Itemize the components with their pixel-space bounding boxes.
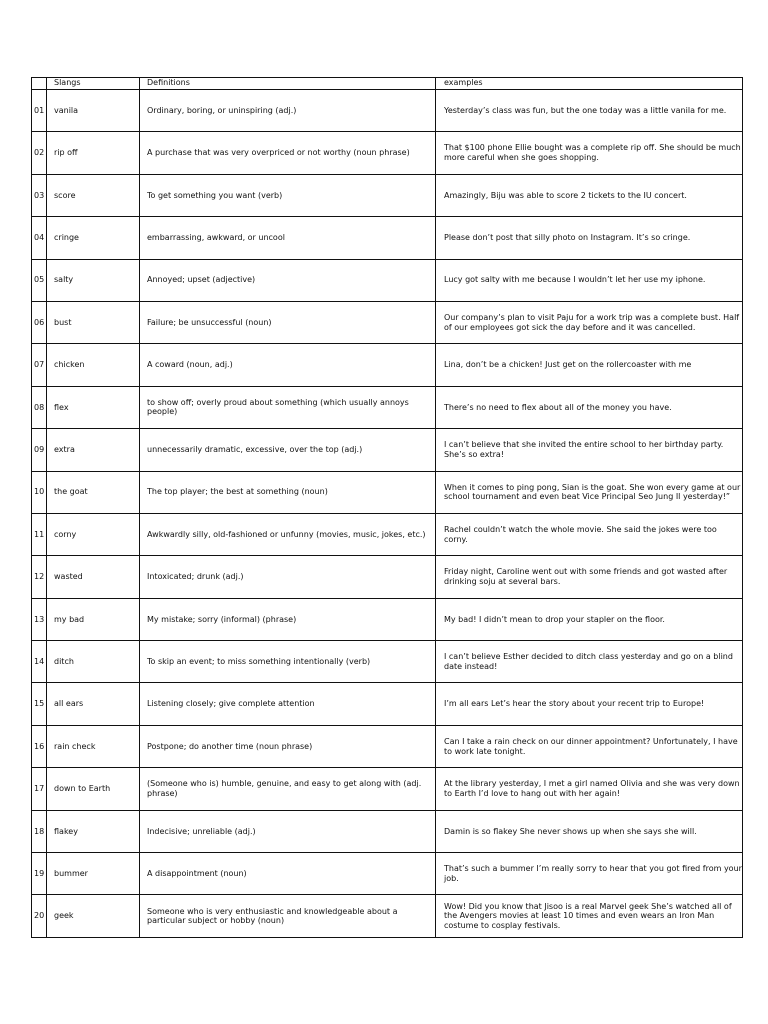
table-row <box>32 90 743 132</box>
slang-example: Our company’s plan to visit Paju for a work trip was a complete bust. Half of our employees got sick the day before and it was cancelled. <box>436 301 743 343</box>
slang-term: my bad <box>47 598 140 640</box>
slang-example: That’s such a bummer I’m really sorry to hear that you got fired from your job. <box>436 853 743 895</box>
slang-term: rip off <box>47 132 140 174</box>
slang-example: I can’t believe that she invited the entire school to her birthday party. She’s so extra! <box>436 429 743 471</box>
row-number: 20 <box>32 895 47 937</box>
slang-term: bust <box>47 301 140 343</box>
slang-example: Amazingly, Biju was able to score 2 tickets to the IU concert. <box>436 174 743 216</box>
slang-definition: Postpone; do another time (noun phrase) <box>140 725 436 767</box>
slang-term: the goat <box>47 471 140 513</box>
slang-example: Lucy got salty with me because I wouldn’t let her use my iphone. <box>436 259 743 301</box>
row-number: 18 <box>32 810 47 852</box>
row-number: 13 <box>32 598 47 640</box>
table-row <box>32 217 743 259</box>
row-number: 12 <box>32 556 47 598</box>
slang-definition: Annoyed; upset (adjective) <box>140 259 436 301</box>
slang-example: At the library yesterday, I met a girl named Olivia and she was very down to Earth I’d love to hang out with her again! <box>436 768 743 810</box>
slang-term: cringe <box>47 217 140 259</box>
row-number: 10 <box>32 471 47 513</box>
row-number: 14 <box>32 641 47 683</box>
table-row <box>32 641 743 683</box>
slang-term: geek <box>47 895 140 937</box>
slang-table-sheet <box>31 77 742 938</box>
slang-table <box>31 77 743 938</box>
slang-definition: Listening closely; give complete attention <box>140 683 436 725</box>
slang-definition: unnecessarily dramatic, excessive, over the top (adj.) <box>140 429 436 471</box>
row-number: 01 <box>32 90 47 132</box>
slang-example: Please don’t post that silly photo on Instagram. It’s so cringe. <box>436 217 743 259</box>
slang-definition: embarrassing, awkward, or uncool <box>140 217 436 259</box>
row-number: 08 <box>32 386 47 428</box>
table-row <box>32 768 743 810</box>
slang-example: Can I take a rain check on our dinner appointment? Unfortunately, I have to work late tonight. <box>436 725 743 767</box>
slang-definition: To skip an event; to miss something intentionally (verb) <box>140 641 436 683</box>
slang-term: extra <box>47 429 140 471</box>
row-number: 16 <box>32 725 47 767</box>
table-row <box>32 386 743 428</box>
slang-definition: Failure; be unsuccessful (noun) <box>140 301 436 343</box>
table-row <box>32 471 743 513</box>
slang-example: I’m all ears Let’s hear the story about your recent trip to Europe! <box>436 683 743 725</box>
slang-example: Wow! Did you know that Jisoo is a real Marvel geek She’s watched all of the Avengers movies at least 10 times and even wears an Iron Man costume to cosplay festivals. <box>436 895 743 937</box>
slang-definition: A purchase that was very overpriced or not worthy (noun phrase) <box>140 132 436 174</box>
slang-example: I can’t believe Esther decided to ditch class yesterday and go on a blind date instead! <box>436 641 743 683</box>
slang-term: vanila <box>47 90 140 132</box>
row-number: 04 <box>32 217 47 259</box>
row-number: 15 <box>32 683 47 725</box>
table-row <box>32 556 743 598</box>
slang-example: Rachel couldn’t watch the whole movie. She said the jokes were too corny. <box>436 513 743 555</box>
slang-term: ditch <box>47 641 140 683</box>
row-number: 07 <box>32 344 47 386</box>
slang-term: bummer <box>47 853 140 895</box>
slang-term: wasted <box>47 556 140 598</box>
slang-definition: To get something you want (verb) <box>140 174 436 216</box>
slang-term: flex <box>47 386 140 428</box>
slang-definition: The top player; the best at something (noun) <box>140 471 436 513</box>
table-row <box>32 174 743 216</box>
slang-example: Damin is so flakey She never shows up when she says she will. <box>436 810 743 852</box>
table-row <box>32 513 743 555</box>
slang-example: There’s no need to flex about all of the money you have. <box>436 386 743 428</box>
slang-example: Friday night, Caroline went out with some friends and got wasted after drinking soju at several bars. <box>436 556 743 598</box>
row-number: 05 <box>32 259 47 301</box>
table-row <box>32 429 743 471</box>
row-number: 03 <box>32 174 47 216</box>
table-row <box>32 725 743 767</box>
table-row <box>32 853 743 895</box>
table-body <box>32 90 743 938</box>
slang-term: all ears <box>47 683 140 725</box>
slang-definition: Awkwardly silly, old-fashioned or unfunny (movies, music, jokes, etc.) <box>140 513 436 555</box>
slang-definition: A coward (noun, adj.) <box>140 344 436 386</box>
slang-definition: Someone who is very enthusiastic and knowledgeable about a particular subject or hobby (noun) <box>140 895 436 937</box>
row-number: 06 <box>32 301 47 343</box>
slang-example: My bad! I didn’t mean to drop your stapler on the floor. <box>436 598 743 640</box>
slang-definition: Ordinary, boring, or uninspiring (adj.) <box>140 90 436 132</box>
table-row <box>32 598 743 640</box>
header-number <box>32 78 47 90</box>
slang-definition: Intoxicated; drunk (adj.) <box>140 556 436 598</box>
header-examples: examples <box>436 78 743 90</box>
table-row <box>32 259 743 301</box>
row-number: 19 <box>32 853 47 895</box>
row-number: 17 <box>32 768 47 810</box>
table-row <box>32 301 743 343</box>
table-row <box>32 683 743 725</box>
row-number: 09 <box>32 429 47 471</box>
slang-term: salty <box>47 259 140 301</box>
row-number: 11 <box>32 513 47 555</box>
table-header-row <box>32 78 743 90</box>
table-row <box>32 344 743 386</box>
slang-definition: to show off; overly proud about something (which usually annoys people) <box>140 386 436 428</box>
slang-term: chicken <box>47 344 140 386</box>
slang-example: When it comes to ping pong, Sian is the goat. She won every game at our school tournament and even beat Vice Principal Seo Jung Il yesterday!” <box>436 471 743 513</box>
slang-definition: Indecisive; unreliable (adj.) <box>140 810 436 852</box>
table-row <box>32 132 743 174</box>
slang-example: That $100 phone Ellie bought was a complete rip off. She should be much more careful when she goes shopping. <box>436 132 743 174</box>
slang-term: flakey <box>47 810 140 852</box>
header-definitions: Definitions <box>140 78 436 90</box>
table-row <box>32 895 743 937</box>
slang-term: corny <box>47 513 140 555</box>
slang-definition: (Someone who is) humble, genuine, and easy to get along with (adj. phrase) <box>140 768 436 810</box>
slang-term: score <box>47 174 140 216</box>
table-row <box>32 810 743 852</box>
row-number: 02 <box>32 132 47 174</box>
slang-definition: My mistake; sorry (informal) (phrase) <box>140 598 436 640</box>
slang-term: down to Earth <box>47 768 140 810</box>
slang-term: rain check <box>47 725 140 767</box>
slang-definition: A disappointment (noun) <box>140 853 436 895</box>
slang-example: Yesterday’s class was fun, but the one today was a little vanila for me. <box>436 90 743 132</box>
slang-example: Lina, don’t be a chicken! Just get on the rollercoaster with me <box>436 344 743 386</box>
header-slangs: Slangs <box>47 78 140 90</box>
